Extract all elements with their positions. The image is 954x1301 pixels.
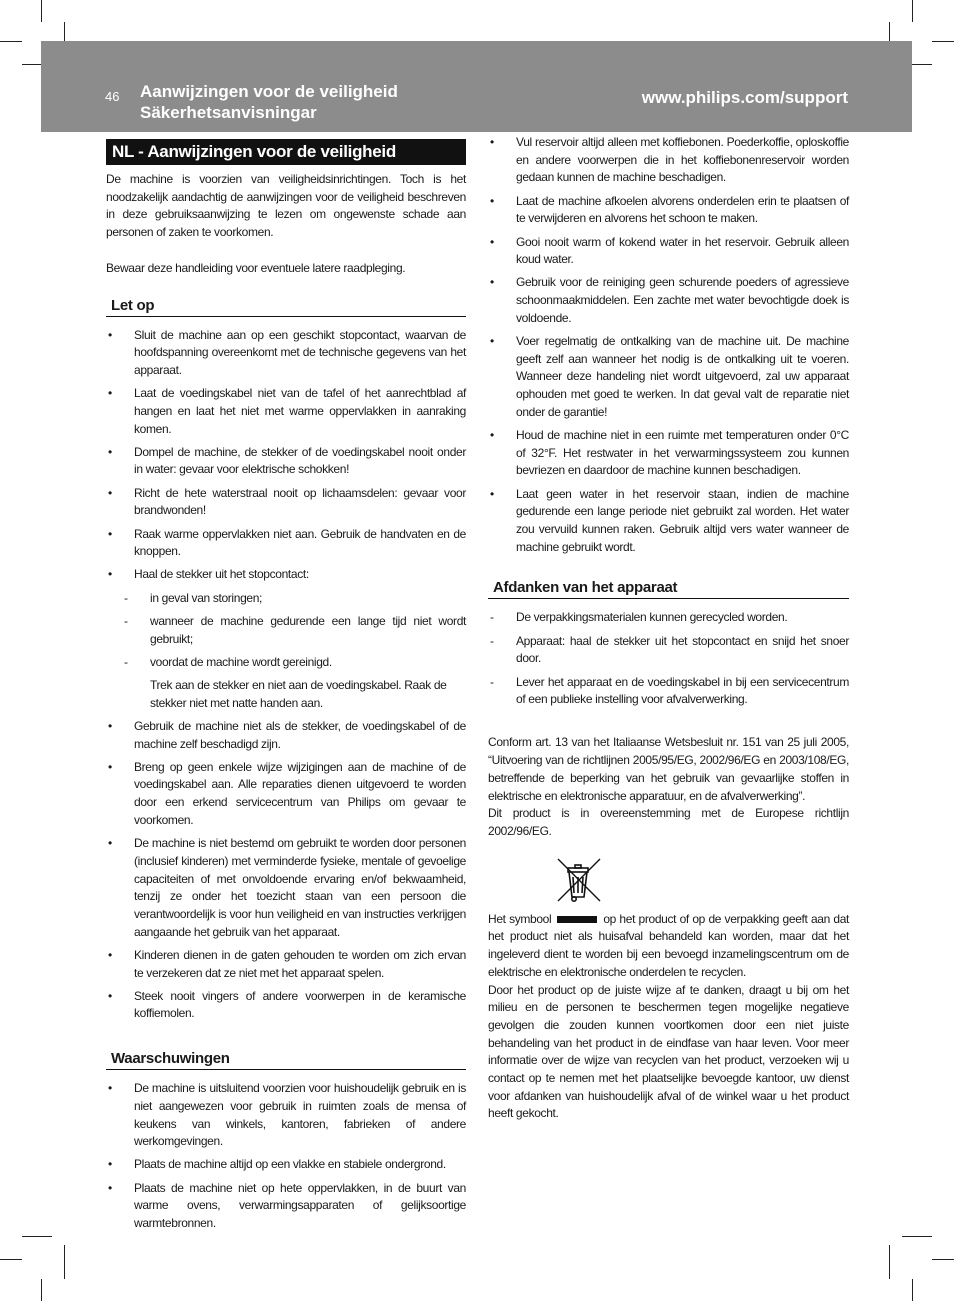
list-item: • Breng op geen enkele wijze wijzigingen aan de machine of de voedingskabel aan. Alle reparaties dienen uitgevoerd te worden door een erkend servicecentrum van Philips om gevaar te voorkomen.	[108, 759, 466, 827]
list-item: • Plaats de machine altijd op een vlakke en stabiele ondergrond.	[108, 1157, 446, 1172]
sub-list-item: - voordat de machine wordt gereinigd.	[124, 654, 332, 669]
warnings-list	[106, 1080, 466, 1233]
list-item: • Haal de stekker uit het stopcontact:	[108, 567, 309, 582]
crop-mark	[889, 1245, 890, 1279]
support-url[interactable]: www.philips.com/support	[641, 88, 848, 107]
weee-symbol-row	[488, 855, 849, 905]
closing-paragraph: Door het product op de juiste wijze af te danken, draagt u bij om het milieu en de personen te beschermen tegen mogelijke negatieve gevolgen die zouden kunnen voortkomen door een niet juiste behandeling van het product in de eindfase van haar leven. Voor meer informatie over de wijze van recyclen van het product, verzoeken wij u contact op te nemen met het plaatselijke bevoegde kantoor, uw dienst voor afdanken van huishoudelijk afval of de winkel waar u het product heeft gekocht.	[488, 982, 849, 1121]
crop-mark	[0, 41, 22, 42]
crop-mark	[912, 0, 913, 22]
crop-mark	[41, 1279, 42, 1301]
list-item: • Sluit de machine aan op een geschikt stopcontact, waarvan de hoofdspanning overeenkomt met de technische gegevens van het apparaat.	[108, 327, 466, 377]
list-item: • Laat de machine afkoelen alvorens onderdelen erin te plaatsen of te verwijderen en alvorens het schoon te maken.	[490, 193, 849, 226]
directive-paragraph: Dit product is in overeenstemming met de Europese richtlijn 2002/96/EG.	[488, 806, 849, 838]
sub-list-note: Trek aan de stekker en niet aan de voedingskabel. Raak de stekker niet met natte handen aan.	[150, 677, 447, 710]
page-header	[41, 41, 912, 132]
warnings-heading: Waarschuwingen	[106, 1049, 466, 1070]
keep-manual-note: Bewaar deze handleiding voor eventuele latere raadpleging.	[106, 260, 406, 275]
list-item: • Raak warme oppervlakken niet aan. Gebruik de handvaten en de knoppen.	[108, 526, 466, 559]
list-item: - Apparaat: haal de stekker uit het stopcontact en snijd het snoer door.	[490, 633, 849, 666]
header-title-line1: Aanwijzingen voor de veiligheid	[140, 82, 398, 101]
list-item: • Gooi nooit warm of kokend water in het reservoir. Gebruik alleen koud water.	[490, 234, 849, 267]
crop-mark	[902, 1236, 932, 1237]
conformity-paragraph: Conform art. 13 van het Italiaanse Wetsbesluit nr. 151 van 25 juli 2005, “Uitvoering van de richtlijnen 2005/95/EG, 2002/96/EG en 2003/108/EG, betreffende de beperking van het gebruik van gevaarlijke stoffen in elektrische en elektronische apparatuur, en de afvalverwerking”.	[488, 735, 849, 803]
list-item: • Laat de voedingskabel niet van de tafel of het aanrechtblad af hangen en laat het niet met warme oppervlakken in aanraking komen.	[108, 386, 466, 436]
header-title	[140, 81, 398, 123]
list-item: • Kinderen dienen in de gaten gehouden te worden om zich ervan te verzekeren dat ze niet met het apparaat spelen.	[108, 947, 466, 980]
weee-bar-icon	[557, 916, 597, 923]
list-item: - Lever het apparaat en de voedingskabel in bij een servicecentrum of een publieke instelling voor afvalverwerking.	[490, 674, 849, 707]
list-item: • Dompel de machine, de stekker of de voedingskabel nooit onder in water: gevaar voor elektrische schokken!	[108, 444, 466, 477]
letop-heading: Let op	[106, 296, 466, 317]
warnings-list-continued	[488, 134, 849, 556]
list-item: • Steek nooit vingers of andere voorwerpen in de keramische koffiemolen.	[108, 988, 466, 1021]
disposal-heading: Afdanken van het apparaat	[488, 578, 849, 599]
crop-mark	[64, 1245, 65, 1279]
intro-paragraph: De machine is voorzien van veiligheidsinrichtingen. Toch is het noodzakelijk aandachtig de aanwijzingen voor de veiligheid beschreven in deze gebruiksaanwijzing te lezen om ongewenste schade aan personen of zaken te voorkomen.	[106, 172, 466, 240]
page-number: 46	[105, 89, 120, 104]
section-title-bar: NL - Aanwijzingen voor de veiligheid	[106, 139, 466, 165]
disposal-list	[488, 609, 849, 709]
right-column	[488, 134, 849, 1123]
list-item: • Plaats de machine niet op hete oppervlakken, in de buurt van warme ovens, verwarmingsapparaten of gelijksoortige warmtebronnen.	[108, 1180, 466, 1231]
crop-mark	[912, 1279, 913, 1301]
letop-list	[106, 327, 466, 1024]
symbol-paragraph: Het symbool op het product of op de verpakking geeft aan dat het product niet als huisafval behandeld kan worden, maar dat het ingeleverd dient te worden bij een bevoegd inzamelingscentrum om de elektrische en elektronische onderdelen te recyclen.	[488, 911, 850, 979]
crop-mark	[932, 1259, 954, 1260]
crop-mark	[932, 41, 954, 42]
list-item: • Voer regelmatig de ontkalking van de machine uit. De machine geeft zelf aan wanneer het nodig is de ontkalking uit te voeren. Wanneer deze handeling niet wordt uitgevoerd, zal uw apparaat ophouden met goed te werken. In dat geval valt de reparatie niet onder de garantie!	[490, 334, 849, 419]
list-item: • De machine is niet bestemd om gebruikt te worden door personen (inclusief kinderen) met verminderde fysieke, mentale of gevoelige capaciteiten of met onvoldoende ervaring en/of bekwaamheid, tenzij ze onder het toezicht staan van een persoon die verantwoordelijk is voor hun veiligheid en van instructies verkrijgen aangaande het gebruik van het apparaat.	[108, 836, 466, 939]
header-title-line2: Säkerhetsanvisningar	[140, 103, 317, 122]
list-item: - De verpakkingsmaterialen kunnen gerecycled worden.	[490, 610, 788, 625]
list-item: • Laat geen water in het reservoir staan, indien de machine gedurende een lange periode niet gebruikt zal worden. Het water zou vervuild kunnen raken. Gebruik altijd vers water wanneer de machine gebruikt wordt.	[490, 486, 849, 554]
list-item: • Richt de hete waterstraal nooit op lichaamsdelen: gevaar voor brandwonden!	[108, 485, 466, 518]
crossed-bin-icon	[554, 855, 604, 905]
crop-mark	[41, 0, 42, 22]
crop-mark	[22, 1236, 52, 1237]
list-item: • Houd de machine niet in een ruimte met temperaturen onder 0°C of 32°F. Het restwater in het verwarmingssysteem zou kunnen bevriezen en daardoor de machine kunnen beschadigen.	[490, 428, 849, 478]
left-column	[106, 139, 466, 1238]
sub-list-item: - wanneer de machine gedurende een lange tijd niet wordt gebruikt;	[124, 613, 466, 646]
crop-mark	[0, 1259, 22, 1260]
list-item: • Gebruik de machine niet als de stekker, de voedingskabel of de machine zelf beschadigd zijn.	[108, 718, 466, 751]
sub-list-item: - in geval van storingen;	[124, 590, 263, 605]
list-item: • Gebruik voor de reiniging geen schurende poeders of agressieve schoonmaakmiddelen. Een zachte met water bevochtigde doek is voldoende.	[490, 275, 849, 325]
list-item: • Vul reservoir altijd alleen met koffiebonen. Poederkoffie, oploskoffie en andere voorwerpen die in het koffiebonenreservoir worden gedaan kunnen de machine beschadigen.	[490, 135, 849, 185]
list-item: • De machine is uitsluitend voorzien voor huishoudelijk gebruik en is niet aangewezen voor gebruik in ruimten zoals de mensa of keukens van winkels, kantoren, fabrieken of andere werkomgevingen.	[108, 1081, 466, 1149]
